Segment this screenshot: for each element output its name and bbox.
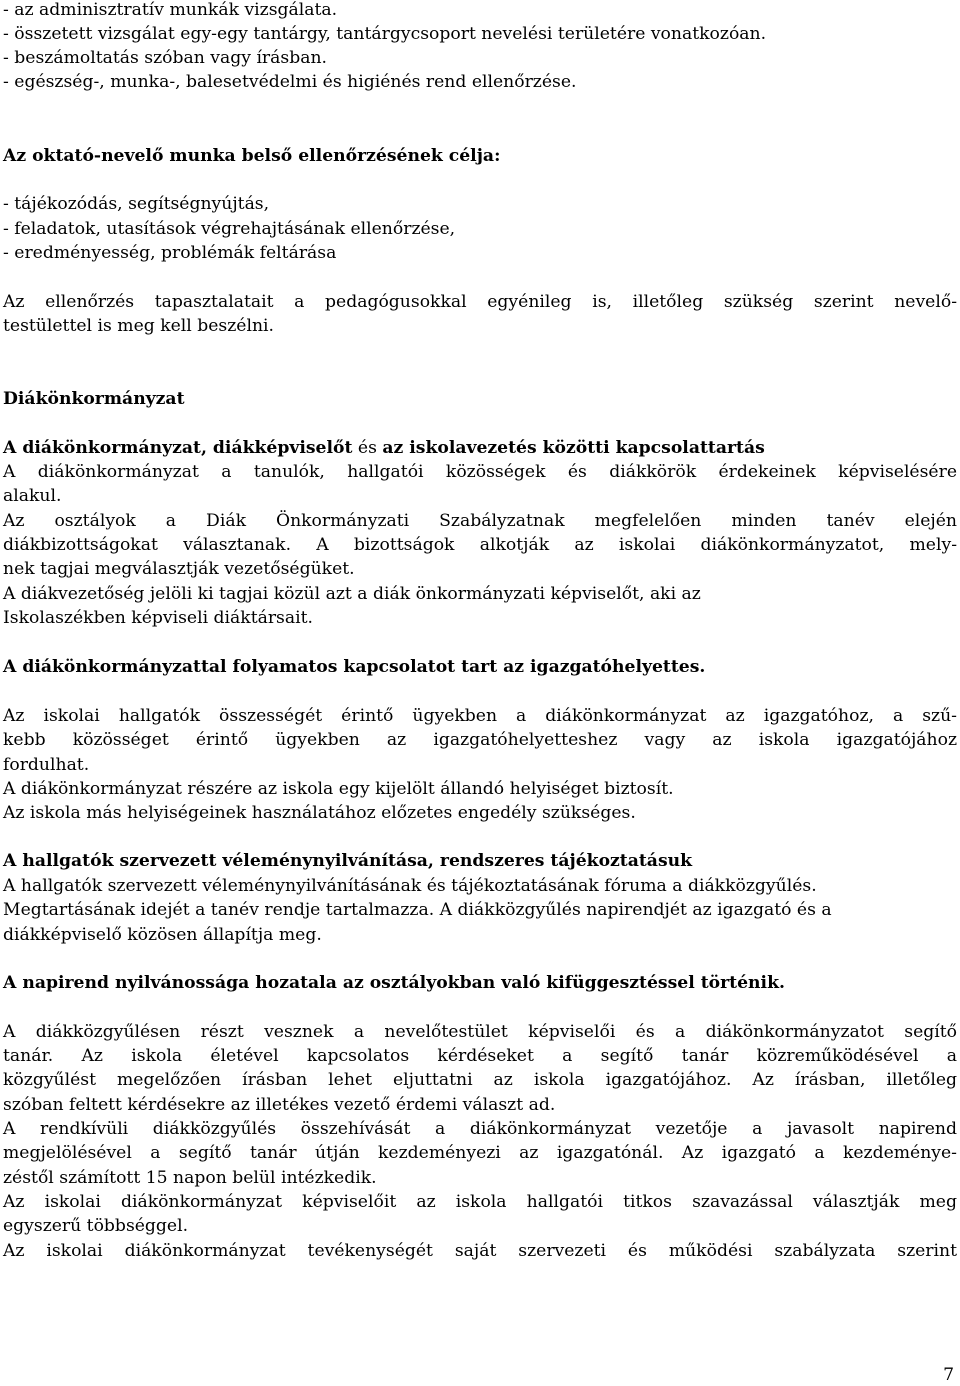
paragraph-line: nek tagjai megválasztják vezetőségüket. (3, 559, 355, 579)
paragraph-line: A diákvezetőség jelöli ki tagjai közül azt a diák önkormányzati képviselőt, aki az (3, 584, 701, 604)
subheading-part: és (352, 438, 383, 458)
paragraph-line: tanár. Az iskola életével kapcsolatos kérdéseket a segítő tanár közreműködésével a (3, 1046, 957, 1066)
intro-list-item: - beszámoltatás szóban vagy írásban. (3, 48, 328, 68)
paragraph-line: Az iskolai diákönkormányzat képviselőit az iskola hallgatói titkos szavazással választják meg (3, 1192, 957, 1212)
paragraph-line: diákbizottságokat választanak. A bizottságok alkotják az iskolai diákönkormányzatot, mely- (3, 535, 957, 555)
paragraph-line: diákképviselő közösen állapítja meg. (3, 925, 322, 945)
intro-list-item: - összetett vizsgálat egy-egy tantárgy, tantárgycsoport nevelési területére vonatkozóan. (3, 24, 767, 44)
subheading-part: az iskolavezetés közötti kapcsolattartás (382, 438, 765, 458)
paragraph-line: Az iskola más helyiségeinek használatához előzetes engedély szükséges. (3, 803, 636, 823)
page-number: 7 (943, 1365, 954, 1385)
subheading (3, 437, 765, 459)
paragraph-line: A diákönkormányzat a tanulók, hallgatói közösségek és diákkörök érdekeinek képviselésére (3, 462, 957, 482)
paragraph-line: Az iskolai diákönkormányzat tevékenységét saját szervezeti és működési szabályzata szerint (3, 1241, 957, 1261)
paragraph-line: Az osztályok a Diák Önkormányzati Szabályzatnak megfelelően minden tanév elején (3, 511, 957, 531)
paragraph-line: fordulhat. (3, 755, 90, 775)
paragraph-line: A diákönkormányzat részére az iskola egy kijelölt állandó helyiséget biztosít. (3, 779, 674, 799)
paragraph-line: A rendkívüli diákközgyűlés összehívását a diákönkormányzat vezetője a javasolt napirend (3, 1119, 957, 1139)
subheading: A diákönkormányzattal folyamatos kapcsolatot tart az igazgatóhelyettes. (3, 657, 706, 677)
section-heading: Az oktató-nevelő munka belső ellenőrzésének célja: (3, 146, 501, 166)
paragraph-line: alakul. (3, 486, 62, 506)
paragraph-line: zéstől számított 15 napon belül intézkedik. (3, 1168, 377, 1188)
subheading: A hallgatók szervezett véleménynyilvánítása, rendszeres tájékoztatásuk (3, 851, 693, 871)
list-item: - eredményesség, problémák feltárása (3, 243, 337, 263)
paragraph-line: testülettel is meg kell beszélni. (3, 316, 274, 336)
paragraph-line: A hallgatók szervezett véleménynyilvánításának és tájékoztatásának fóruma a diákközgyűlés. (3, 876, 817, 896)
section-heading: Diákönkormányzat (3, 389, 185, 409)
paragraph-line: egyszerű többséggel. (3, 1216, 189, 1236)
intro-list-item: - az adminisztratív munkák vizsgálata. (3, 0, 338, 20)
paragraph-line: Megtartásának idejét a tanév rendje tartalmazza. A diákközgyűlés napirendjét az igazgató és a (3, 900, 832, 920)
list-item: - tájékozódás, segítségnyújtás, (3, 194, 270, 214)
paragraph-line: szóban feltett kérdésekre az illetékes vezető érdemi választ ad. (3, 1095, 556, 1115)
paragraph-line: A diákközgyűlésen részt vesznek a nevelőtestület képviselői és a diákönkormányzatot segítő (3, 1022, 957, 1042)
paragraph-line: Az ellenőrzés tapasztalatait a pedagógusokkal egyénileg is, illetőleg szükség szerint nevelő- (3, 292, 957, 312)
subheading-part: A diákönkormányzat, diákképviselőt (3, 438, 353, 458)
paragraph-line: közgyűlést megelőzően írásban lehet eljuttatni az iskola igazgatójához. Az írásban, illetőleg (3, 1070, 957, 1090)
list-item: - feladatok, utasítások végrehajtásának ellenőrzése, (3, 219, 456, 239)
paragraph-line: kebb közösséget érintő ügyekben az igazgatóhelyetteshez vagy az iskola igazgatójához (3, 730, 957, 750)
paragraph-line: megjelölésével a segítő tanár útján kezdeményezi az igazgatónál. Az igazgató a kezdeménye- (3, 1143, 957, 1163)
paragraph-line: Iskolaszékben képviseli diáktársait. (3, 608, 313, 628)
paragraph-line: Az iskolai hallgatók összességét érintő ügyekben a diákönkormányzat az igazgatóhoz, a szű- (3, 706, 957, 726)
intro-list-item: - egészség-, munka-, balesetvédelmi és higiénés rend ellenőrzése. (3, 72, 577, 92)
subheading: A napirend nyilvánossága hozatala az osztályokban való kifüggesztéssel történik. (3, 973, 785, 993)
